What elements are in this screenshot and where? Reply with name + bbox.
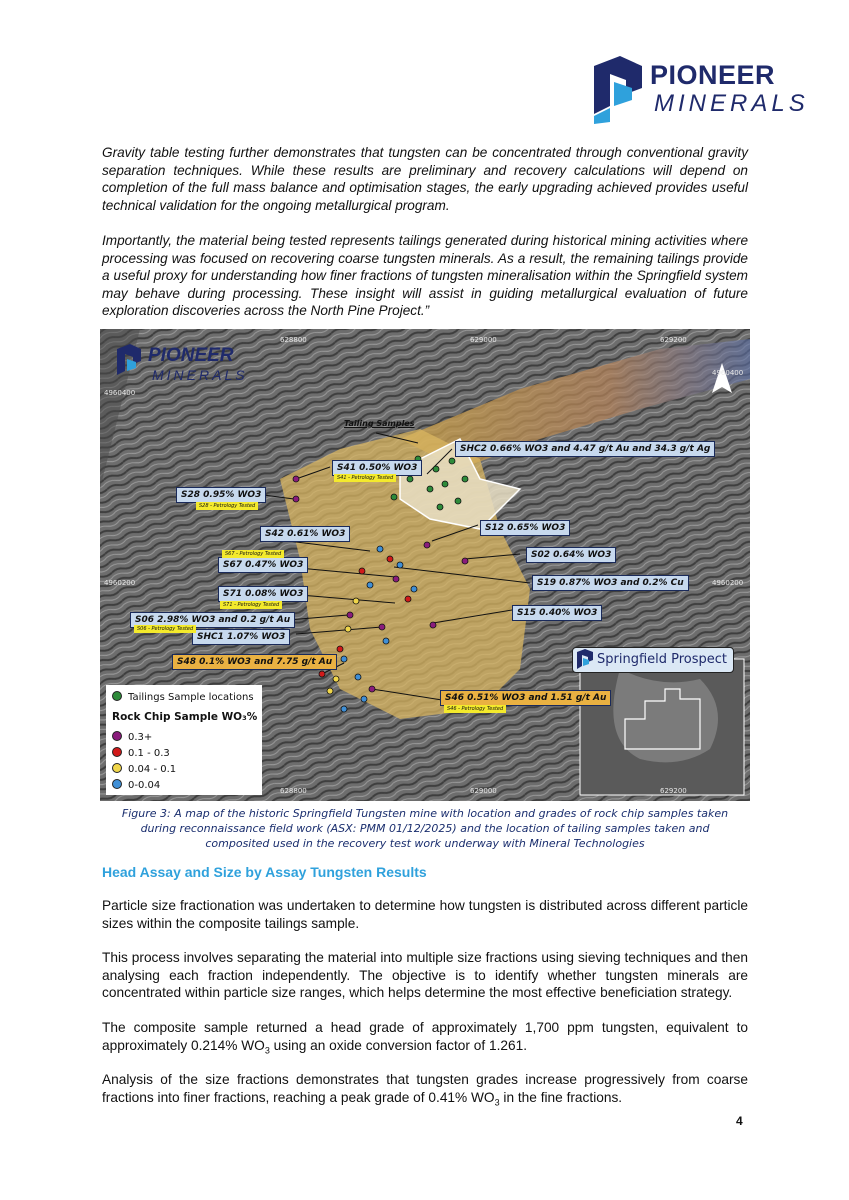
rock-chip-point [383,638,389,644]
springfield-map-figure [100,329,750,801]
rock-chip-point [387,556,393,562]
sample-label-s02: S02 0.64% WO3 [526,547,616,563]
page-number: 4 [736,1114,743,1128]
legend-class-row: 0-0.04 [112,779,160,791]
rock-chip-point [367,582,373,588]
legend-tailings-row: Tailings Sample locations [112,691,254,703]
rock-chip-point [424,542,430,548]
class-dot-icon [112,763,122,773]
rock-chip-point [353,598,359,604]
petrology-tag: S41 - Petrology Tested [334,474,396,482]
coord-label: 629000 [470,336,497,344]
legend-class-row: 0.1 - 0.3 [112,747,170,759]
rock-chip-point [347,612,353,618]
prospect-logo-icon [575,649,595,669]
sample-label-shc2: SHC2 0.66% WO3 and 4.47 g/t Au and 34.3 g/t Ag [455,441,715,457]
rock-chip-point [341,656,347,662]
rock-chip-point [319,671,325,677]
rock-chip-point [327,688,333,694]
rock-chip-point [355,674,361,680]
rock-chip-point [345,626,351,632]
coord-label: 4960200 [104,579,136,587]
petrology-tag: S67 - Petrology Tested [222,550,284,558]
quote-paragraph-1: Gravity table testing further demonstrates that tungsten can be concentrated through conventional gravity separation techniques. While these results are preliminary and recovery calculations will depend on completion of the full mass balance and optimisation stages, the early upgrading achieved provides useful technical validation for the ongoing metallurgical program. [102,145,748,213]
class-dot-icon [112,747,122,757]
logo-text-pioneer: PIONEER [650,60,776,90]
sample-label-s42: S42 0.61% WO3 [260,526,350,542]
rock-chip-point [393,576,399,582]
tailings-dot-icon [112,691,122,701]
class-dot-icon [112,731,122,741]
tailing-sample-point [427,486,433,492]
rock-chip-point [337,646,343,652]
petrology-tag: S46 - Petrology Tested [444,705,506,713]
figure-logo-text-pioneer: PIONEER [148,345,234,366]
class-dot-icon [112,779,122,789]
body-paragraph-3: The composite sample returned a head grade of approximately 1,700 ppm tungsten, equivalent to approximately 0.214% $WO_3$ using an oxide conversion factor of 1.261. [102,1020,748,1056]
rock-chip-point [462,558,468,564]
rock-chip-point [293,496,299,502]
legend-title: Rock Chip Sample WO₃% [112,711,258,723]
rock-chip-point [359,568,365,574]
tailing-samples-label: Tailing Samples [344,419,415,428]
rock-chip-point [411,586,417,592]
petrology-tag: S71 - Petrology Tested [220,601,282,609]
quote-paragraph-2: Importantly, the material being tested represents tailings generated during historical mining activities where processing was focused on recovering coarse tungsten minerals. As a result, the remaining tailings provide a useful proxy for understanding how finer fractions of tungsten mineralisation within the Springfield system may behave during processing. These insight will assist in guiding metallurgical evaluation of future exploration discoveries across the North Pine Project.” [102,233,748,319]
logo-text-minerals: MINERALS [654,90,809,117]
tailing-sample-point [407,476,413,482]
sample-label-shc1: SHC1 1.07% WO3 [192,629,290,645]
coord-label: 629200 [660,336,687,344]
rock-chip-point [293,476,299,482]
legend-class-row: 0.04 - 0.1 [112,763,176,775]
tailing-sample-point [437,504,443,510]
tailing-sample-point [455,498,461,504]
tailing-sample-point [449,458,455,464]
springfield-prospect-text: Springfield Prospect [597,652,728,667]
body-paragraph-2: This process involves separating the material into multiple size fractions using sieving techniques and then analysing each fraction independently. The objective is to identify whether tungsten minerals are concentrated within particle size ranges, which helps determine the most effective beneficiation strategy. [102,950,748,1000]
rock-chip-point [397,562,403,568]
sample-label-s28: S28 0.95% WO3 [176,487,266,503]
sample-label-s71: S71 0.08% WO3 [218,586,308,602]
sample-label-s41: S41 0.50% WO3 [332,460,422,476]
rock-chip-point [361,696,367,702]
coord-label: 629200 [660,787,687,795]
rock-chip-point [405,596,411,602]
section-heading: Head Assay and Size by Assay Tungsten Results [102,864,427,880]
rock-chip-point [333,676,339,682]
logo-mark-icon [588,54,648,124]
figure-caption: Figure 3: A map of the historic Springfield Tungsten mine with location and grades of rock chip samples taken during reconnaissance field work (ASX: PMM 01/12/2025) and the location of tailing samples taken and composited used in the recovery test work underway with Mineral Technologies [121,807,729,850]
rock-chip-point [341,706,347,712]
tailing-sample-point [433,466,439,472]
coord-label: 628800 [280,787,307,795]
sample-label-s06: S06 2.98% WO3 and 0.2 g/t Au [130,612,295,628]
tailing-sample-point [391,494,397,500]
rock-chip-point [377,546,383,552]
rock-chip-point [430,622,436,628]
body-paragraph-4: Analysis of the size fractions demonstrates that tungsten grades increase progressively from coarse fractions into finer fractions, reaching a peak grade of 0.41% $WO_3$ in the fine fractions. [102,1072,748,1108]
pioneer-minerals-logo [588,54,809,124]
rock-chip-point [369,686,375,692]
tailing-sample-point [442,481,448,487]
rock-chip-point [379,624,385,630]
body-paragraph-1: Particle size fractionation was undertaken to determine how tungsten is distributed across different particle sizes within the composite tailings sample. [102,898,748,931]
sample-label-s46: S46 0.51% WO3 and 1.51 g/t Au [440,690,611,706]
coord-label: 629000 [470,787,497,795]
sample-label-s12: S12 0.65% WO3 [480,520,570,536]
petrology-tag: S28 - Petrology Tested [196,502,258,510]
springfield-prospect-label [572,647,734,673]
coord-label: 628800 [280,336,307,344]
coord-label: 4960200 [712,579,744,587]
sample-label-s67: S67 0.47% WO3 [218,557,308,573]
legend-class-row: 0.3+ [112,731,152,743]
sample-label-s48: S48 0.1% WO3 and 7.75 g/t Au [172,654,337,670]
tailing-sample-point [462,476,468,482]
map-legend [106,685,262,795]
sample-label-s19: S19 0.87% WO3 and 0.2% Cu [532,575,689,591]
figure-logo-text-minerals: MINERALS [152,367,248,383]
coord-label: 4960400 [712,369,744,377]
petrology-tag: S06 - Petrology Tested [134,625,196,633]
sample-label-s15: S15 0.40% WO3 [512,605,602,621]
coord-label: 4960400 [104,389,136,397]
